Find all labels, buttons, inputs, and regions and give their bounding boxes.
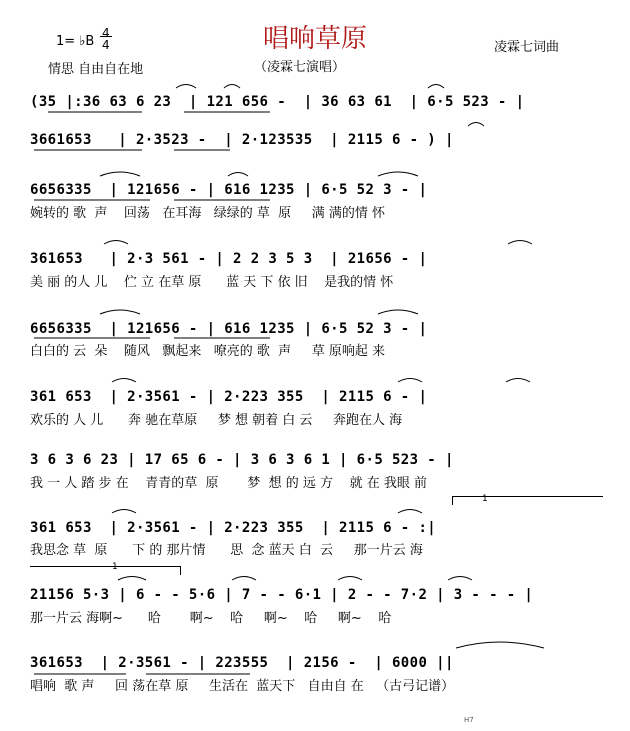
slur	[100, 172, 140, 176]
performer: （凌霖七演唱）	[254, 60, 346, 75]
lyrics-row: 唱响 歌 声 回 荡在草 原 生活在 蓝天下 自由自 在 （古弓记谱）	[30, 679, 455, 694]
slur	[398, 379, 422, 383]
slur	[468, 123, 484, 127]
lyrics-row: 婉转的 歌 声 回荡 在耳海 绿绿的 草 原 满 满的情 怀	[30, 206, 386, 221]
slur	[100, 310, 140, 314]
slur	[112, 379, 136, 383]
slur	[456, 642, 544, 648]
ending-bracket	[30, 566, 181, 575]
slur	[232, 577, 256, 581]
lyrics-row: 白白的 云 朵 随风 飘起来 嘹亮的 歌 声 草 原响起 来	[30, 344, 386, 359]
slur	[338, 577, 362, 581]
slur	[104, 241, 128, 245]
notation-system-8	[30, 516, 598, 540]
notation-row: 361 653 | 2·3561 - | 2·223 355 | 2115 6 - :|	[30, 520, 437, 536]
notation-system-9	[30, 583, 598, 607]
notation-system-10	[30, 651, 598, 675]
notation-row: 21156 5·3 | 6 - - 5·6 | 7 - - 6·1 | 2 - - 7·2 | 3 - - - |	[30, 587, 534, 603]
time-signature-bottom: 4	[102, 38, 110, 52]
lyrics-row: 美 丽 的人 儿 伫 立 在草 原 蓝 天 下 依 旧 是我的情 怀	[30, 275, 394, 290]
ending-bracket	[452, 496, 603, 505]
song-title: 唱响草原	[262, 24, 367, 54]
slur	[176, 85, 196, 89]
notation-row: 361653 | 2·3561 - | 223555 | 2156 - | 6000 ||	[30, 655, 454, 671]
slur	[378, 310, 418, 314]
notation-system-1	[30, 90, 598, 114]
time-signature-line	[100, 36, 112, 37]
slur	[508, 241, 532, 245]
notation-row: 6656335 | 121656 - | 616 1235 | 6·5 52 3 - |	[30, 182, 428, 198]
key-signature: 1= ♭B	[56, 34, 95, 49]
notation-row: (35 |:36 63 6 23 | 121 656 - | 36 63 61 | 6·5 523 - |	[30, 94, 525, 110]
lyrics-row: 我思念 草 原 下 的 那片情 思 念 蓝天 白 云 那一片云 海	[30, 543, 423, 558]
ending-number: 1	[112, 562, 118, 572]
expression-mark: 情思 自由自在地	[48, 62, 144, 77]
notation-system-2	[30, 128, 598, 152]
credits: 凌霖七词曲	[494, 40, 560, 55]
notation-row: 361 653 | 2·3561 - | 2·223 355 | 2115 6 - |	[30, 389, 428, 405]
slur	[448, 577, 472, 581]
notation-system-6	[30, 385, 598, 409]
notation-row: 361653 | 2·3 561 - | 2 2 3 5 3 | 21656 - |	[30, 251, 428, 267]
notation-system-4	[30, 247, 598, 271]
slur	[378, 172, 418, 176]
notation-system-3	[30, 178, 598, 202]
slur	[118, 577, 146, 581]
lyrics-row: 欢乐的 人 儿 奔 驰在草原 梦 想 朝着 白 云 奔跑在人 海	[30, 413, 403, 428]
lyrics-row: 我 一 人 踏 步 在 青青的草 原 梦 想 的 远 方 就 在 我眼 前	[30, 476, 427, 491]
slur	[506, 379, 530, 383]
time-signature-top: 4	[102, 26, 110, 40]
lyrics-row: 那一片云 海啊~ 哈 啊~ 哈 啊~ 哈 啊~ 哈	[30, 611, 392, 626]
ending-number: 1	[482, 494, 488, 504]
notation-system-7	[30, 448, 598, 472]
slur	[112, 510, 136, 514]
slur	[428, 85, 444, 89]
slur	[398, 510, 422, 514]
notation-row: 6656335 | 121656 - | 616 1235 | 6·5 52 3 - |	[30, 321, 428, 337]
notation-row: 3661653 | 2·3523 - | 2·123535 | 2115 6 - ) |	[30, 132, 454, 148]
notation-row: 3 6 3 6 23 | 17 65 6 - | 3 6 3 6 1 | 6·5 523 - |	[30, 452, 454, 468]
page-footer: H7	[464, 716, 474, 724]
notation-system-5	[30, 317, 598, 341]
slur	[228, 173, 248, 177]
slur	[224, 85, 240, 89]
